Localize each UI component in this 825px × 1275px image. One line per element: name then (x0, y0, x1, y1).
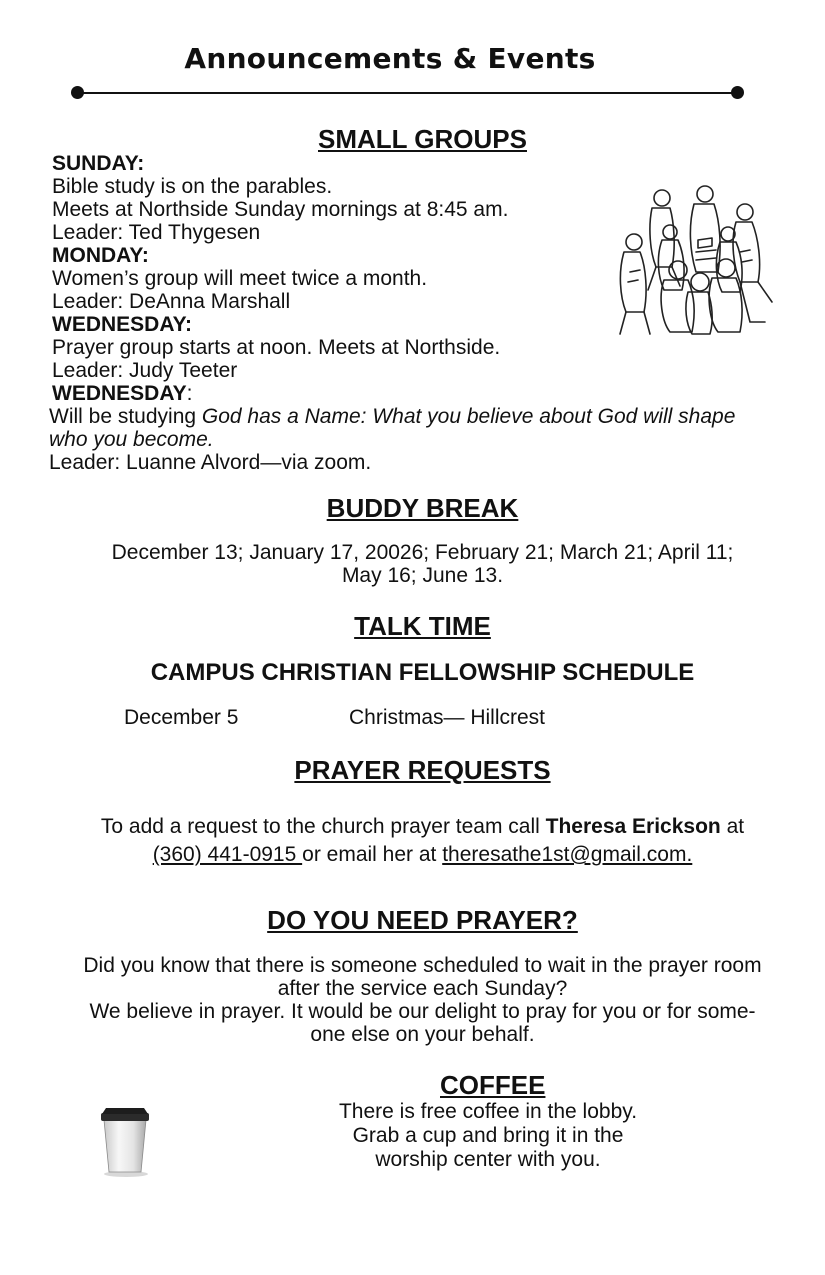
prayer-email-link[interactable]: theresathe1st@gmail.com. (442, 843, 693, 866)
wednesday-leader: Leader: Judy Teeter (52, 359, 238, 382)
talk-time-heading: TALK TIME (354, 611, 491, 641)
need-prayer-heading: DO YOU NEED PRAYER? (267, 905, 578, 935)
wednesday-label: WEDNESDAY: (52, 313, 193, 336)
small-group-illustration (600, 172, 782, 342)
wednesday-2-colon: : (186, 382, 193, 405)
sunday-line-2: Meets at Northside Sunday mornings at 8:45 am. (52, 198, 509, 221)
coffee-text (300, 1100, 676, 1172)
buddy-break-line-2: May 16; June 13. (341, 564, 504, 587)
campus-heading: CAMPUS CHRISTIAN FELLOWSHIP SCHEDULE (150, 659, 695, 686)
prayer-requests-at: at (720, 815, 745, 838)
monday-label: MONDAY: (52, 244, 149, 267)
sunday-label: SUNDAY: (52, 152, 145, 175)
sunday-leader: Leader: Ted Thygesen (52, 221, 261, 244)
wednesday-2-intro: Will be studying (49, 405, 202, 428)
wednesday-2-study-row (49, 405, 735, 428)
prayer-requests-line-2 (0, 841, 825, 869)
monday-leader: Leader: DeAnna Marshall (52, 290, 291, 313)
wednesday-2-details (49, 405, 735, 474)
wednesday-2-label: WEDNESDAY (52, 382, 187, 405)
small-groups-heading: SMALL GROUPS (318, 124, 527, 154)
wednesday-2-leader: Leader: Luanne Alvord—via zoom. (49, 451, 372, 474)
sunday-line-1: Bible study is on the parables. (52, 175, 333, 198)
wednesday-2-label-row (52, 382, 508, 405)
buddy-break-heading: BUDDY BREAK (326, 493, 519, 523)
coffee-line-2: Grab a cup and bring it in the (352, 1124, 624, 1147)
prayer-phone-link[interactable]: (360) 441-0915 (152, 843, 303, 866)
prayer-requests-intro: To add a request to the church prayer team call (100, 815, 546, 838)
prayer-requests-line-1 (0, 813, 825, 841)
buddy-break-dates (0, 541, 825, 587)
monday-line-1: Women’s group will meet twice a month. (52, 267, 428, 290)
coffee-line-1: There is free coffee in the lobby. (338, 1100, 638, 1123)
coffee-cup-image (96, 1104, 154, 1178)
prayer-contact-name: Theresa Erickson (545, 815, 721, 838)
wednesday-2-book-title-1: God has a Name: What you believe about God will shape (201, 405, 736, 428)
wednesday-line-1: Prayer group starts at noon. Meets at Northside. (52, 336, 501, 359)
prayer-requests-email-intro: or email her at (302, 843, 443, 866)
campus-event: Christmas— Hillcrest (349, 706, 546, 729)
need-prayer-line-3: We believe in prayer. It would be our delight to pray for you or for some- (89, 1000, 756, 1023)
prayer-requests-text (0, 813, 825, 869)
need-prayer-line-1: Did you know that there is someone scheduled to wait in the prayer room (83, 954, 762, 977)
prayer-requests-heading: PRAYER REQUESTS (294, 755, 551, 785)
page-title: Announcements & Events (184, 42, 596, 75)
buddy-break-line-1: December 13; January 17, 20026; February 21; March 21; April 11; (111, 541, 734, 564)
small-groups-list (52, 152, 508, 405)
wednesday-2-book-title-2: who you become. (49, 428, 214, 451)
need-prayer-line-2: after the service each Sunday? (277, 977, 568, 1000)
coffee-line-3: worship center with you. (375, 1148, 601, 1171)
coffee-heading: COFFEE (440, 1070, 546, 1100)
need-prayer-line-4: one else on your behalf. (310, 1023, 535, 1046)
campus-date: December 5 (124, 706, 239, 729)
header-divider (78, 92, 739, 94)
need-prayer-text (0, 954, 825, 1046)
rule-right-dot (731, 86, 744, 99)
